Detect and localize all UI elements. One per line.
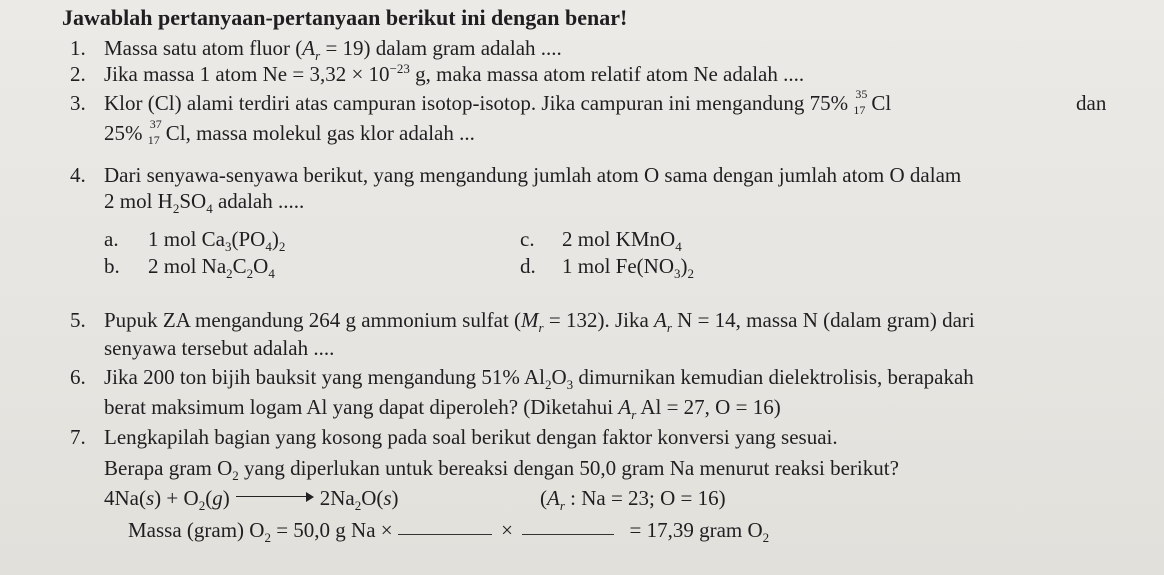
question-text: Jika massa 1 atom Ne = 3,32 × 10: [104, 62, 390, 86]
question-7-line2: Berapa gram $O_2$ yang diperlukan untuk bereaksi dengan 50,0 gram Na menurut reaksi berikut?: [104, 456, 899, 484]
question-5-line2: senyawa tersebut adalah ....: [104, 336, 335, 360]
question-number: 5.: [70, 308, 86, 332]
conversion-line: Massa (gram) $O_2 = 50,0$ g Na × × = 17,39 gram $O_2$: [128, 518, 770, 546]
question-3-end: dan: [1076, 91, 1107, 115]
answer-blank-2[interactable]: [522, 532, 614, 535]
question-text: Dari senyawa-senyawa berikut, yang mengandung jumlah atom O sama dengan jumlah atom O dalam: [104, 163, 962, 187]
question-1: [70, 36, 562, 64]
question-3-line2: [104, 117, 475, 147]
subscript: r: [315, 48, 321, 64]
question-4: [70, 163, 961, 187]
percentage: 25%: [104, 121, 143, 145]
question-text: Massa satu atom fluor (: [104, 36, 303, 60]
question-number: 1.: [70, 36, 86, 60]
question-4-line2: 2 mol $H_2SO_4$ adalah .....: [104, 189, 305, 217]
reaction-equation: $4Na(s) + O_2(g)$ $2Na_2O(s)$: [104, 486, 399, 514]
option-b: b. 2 mol $Na_2C_2O_4$: [104, 254, 275, 282]
question-number: 6.: [70, 365, 86, 389]
element-symbol: Cl: [871, 91, 892, 115]
question-number: 7.: [70, 425, 86, 449]
symbol-ar: A: [302, 36, 316, 60]
question-number: 2.: [70, 62, 86, 86]
atomic-mass-info: ($A_r$ : Na = 23; O = 16): [540, 486, 726, 514]
option-c: c. 2 mol KMnO$_4$: [520, 227, 682, 255]
question-text: , massa molekul gas klor adalah ...: [185, 121, 475, 145]
question-5: 5. Pupuk ZA mengandung 264 g ammonium sulfat $(M_r = 132)$. Jika $A_r$ N = 14, massa N (dalam gram) dari: [70, 308, 975, 336]
superscript: −23: [389, 61, 410, 76]
isotope-notation: 35 17: [853, 87, 868, 117]
question-6-line2: berat maksimum logam Al yang dapat diperoleh? (Diketahui $A_r$ Al = 27, O = 16): [104, 395, 781, 423]
question-text: = 19) dalam gram adalah ....: [320, 36, 562, 60]
question-text: g, maka massa atom relatif atom Ne adalah ....: [409, 62, 805, 86]
question-3: [70, 87, 892, 117]
option-d: d. 1 mol $Fe(NO_3)_2$: [520, 254, 694, 282]
question-number: 3.: [70, 91, 86, 115]
answer-blank-1[interactable]: [398, 532, 492, 535]
question-7: 7. Lengkapilah bagian yang kosong pada soal berikut dengan faktor konversi yang sesuai.: [70, 425, 838, 449]
page-title: Jawablah pertanyaan-pertanyaan berikut ini dengan benar!: [62, 5, 628, 30]
question-2: [70, 62, 804, 86]
element-symbol: Cl: [165, 121, 186, 145]
question-number: 4.: [70, 163, 86, 187]
option-a: a. 1 mol $Ca_3(PO_4)_2$: [104, 227, 286, 255]
question-6: 6. Jika 200 ton bijih bauksit yang mengandung 51% $Al_2O_3$ dimurnikan kemudian dielektrolisis, berapakah: [70, 365, 974, 393]
reaction-arrow-icon: [236, 492, 314, 502]
question-text: Klor (Cl) alami terdiri atas campuran isotop-isotop. Jika campuran ini mengandung 75%: [104, 91, 849, 115]
isotope-notation: 37 17: [147, 117, 162, 147]
